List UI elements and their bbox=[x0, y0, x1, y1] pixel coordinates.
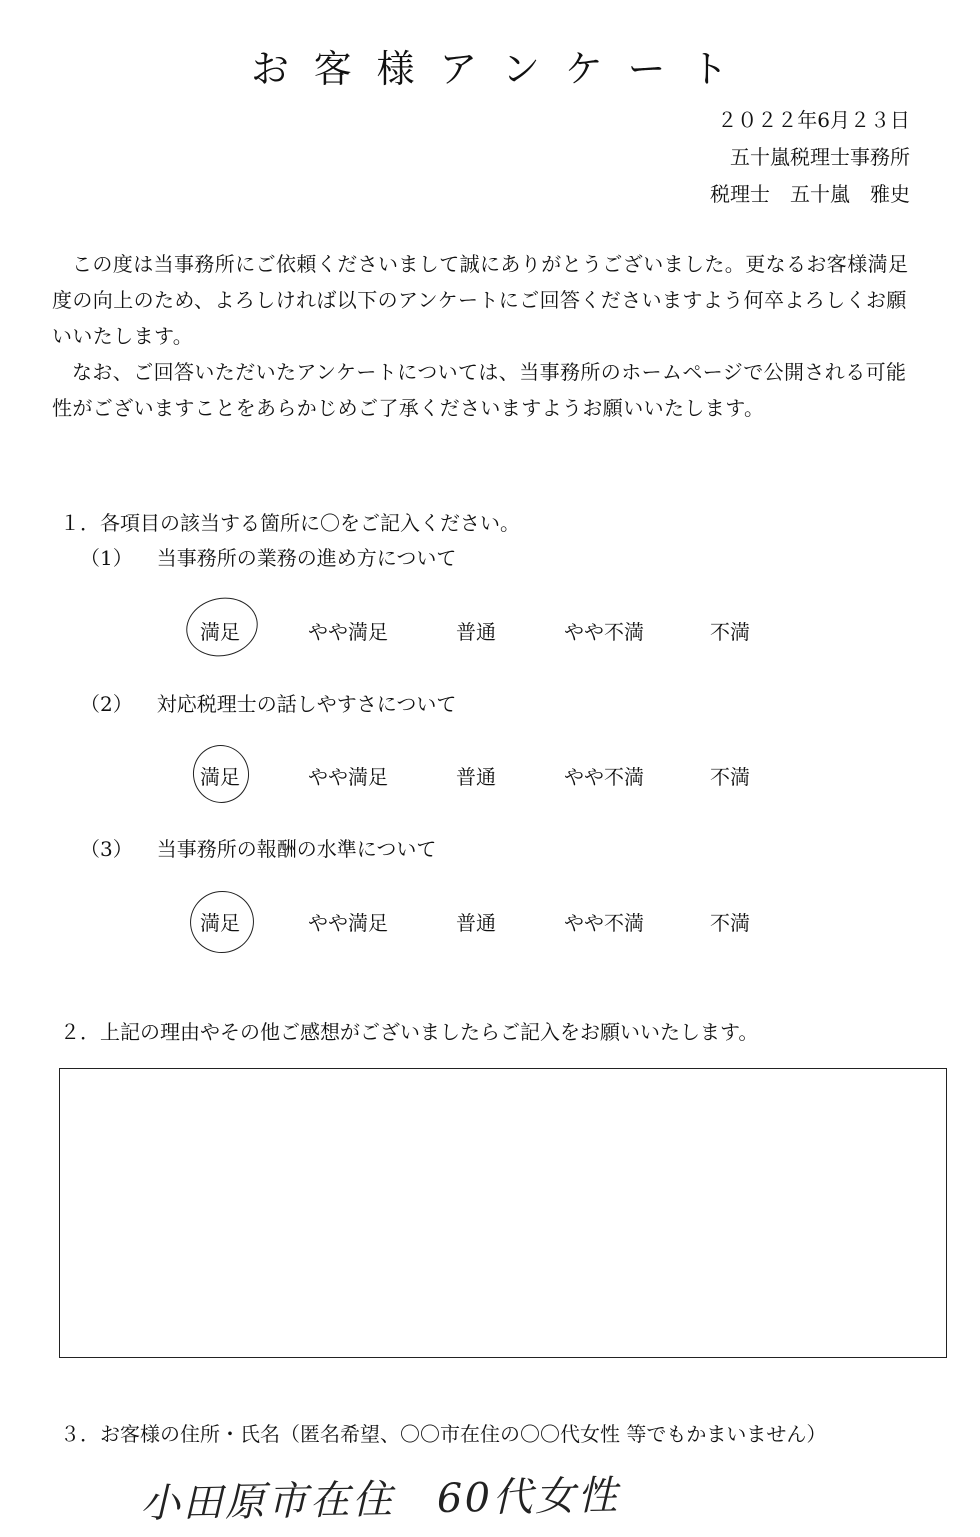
date: ２０２２年6月２３日 bbox=[717, 108, 910, 132]
option-somewhat-dissatisfied[interactable]: やや不満 bbox=[564, 765, 644, 789]
handwritten-answer[interactable]: 小田原市在住 60代女性 bbox=[139, 1472, 621, 1528]
option-satisfied[interactable]: 満足 bbox=[200, 911, 240, 935]
option-dissatisfied[interactable]: 不満 bbox=[710, 765, 750, 789]
intro-paragraph-2: なお、ご回答いただいたアンケートについては、当事務所のホームページで公開される可能性がございますことをあらかじめご了承くださいますようお願いいたします。 bbox=[52, 360, 907, 420]
comments-box[interactable] bbox=[59, 1068, 947, 1358]
q1-item-3-label: 当事務所の報酬の水準について bbox=[156, 837, 437, 861]
option-neutral[interactable]: 普通 bbox=[456, 620, 496, 644]
q1-item-1-number: （1） bbox=[80, 546, 133, 570]
q2-heading: ２．上記の理由やその他ご感想がございましたらご記入をお願いいたします。 bbox=[60, 1020, 759, 1044]
q3-heading: ３．お客様の住所・氏名（匿名希望、〇〇市在住の〇〇代女性 等でもかまいません） bbox=[60, 1422, 827, 1446]
page-title: お 客 様 ア ン ケ ー ト bbox=[250, 47, 730, 91]
intro-paragraph-1: この度は当事務所にご依頼くださいまして誠にありがとうございました。更なるお客様満足度の向上のため、よろしければ以下のアンケートにご回答くださいますよう何卒よろしくお願いいたします。 bbox=[52, 252, 909, 348]
q1-item-1-label: 当事務所の業務の進め方について bbox=[156, 546, 457, 570]
option-satisfied[interactable]: 満足 bbox=[200, 620, 240, 644]
option-neutral[interactable]: 普通 bbox=[456, 911, 496, 935]
q1-heading: １．各項目の該当する箇所に〇をご記入ください。 bbox=[60, 511, 520, 535]
option-somewhat-dissatisfied[interactable]: やや不満 bbox=[564, 620, 644, 644]
option-neutral[interactable]: 普通 bbox=[456, 765, 496, 789]
option-dissatisfied[interactable]: 不満 bbox=[710, 911, 750, 935]
q1-item-1 bbox=[80, 542, 456, 571]
option-somewhat-satisfied[interactable]: やや満足 bbox=[308, 765, 388, 789]
signer-name: 税理士 五十嵐 雅史 bbox=[710, 182, 910, 206]
q1-item-2-label: 対応税理士の話しやすさについて bbox=[156, 692, 457, 716]
option-satisfied[interactable]: 満足 bbox=[200, 765, 240, 789]
q1-item-3 bbox=[80, 833, 436, 862]
option-somewhat-dissatisfied[interactable]: やや不満 bbox=[564, 911, 644, 935]
intro-text bbox=[52, 246, 912, 426]
option-somewhat-satisfied[interactable]: やや満足 bbox=[308, 911, 388, 935]
office-name: 五十嵐税理士事務所 bbox=[730, 145, 910, 169]
q1-item-3-number: （3） bbox=[80, 837, 133, 861]
option-dissatisfied[interactable]: 不満 bbox=[710, 620, 750, 644]
option-somewhat-satisfied[interactable]: やや満足 bbox=[308, 620, 388, 644]
q1-item-2-number: （2） bbox=[80, 692, 133, 716]
q1-item-2 bbox=[80, 688, 456, 717]
